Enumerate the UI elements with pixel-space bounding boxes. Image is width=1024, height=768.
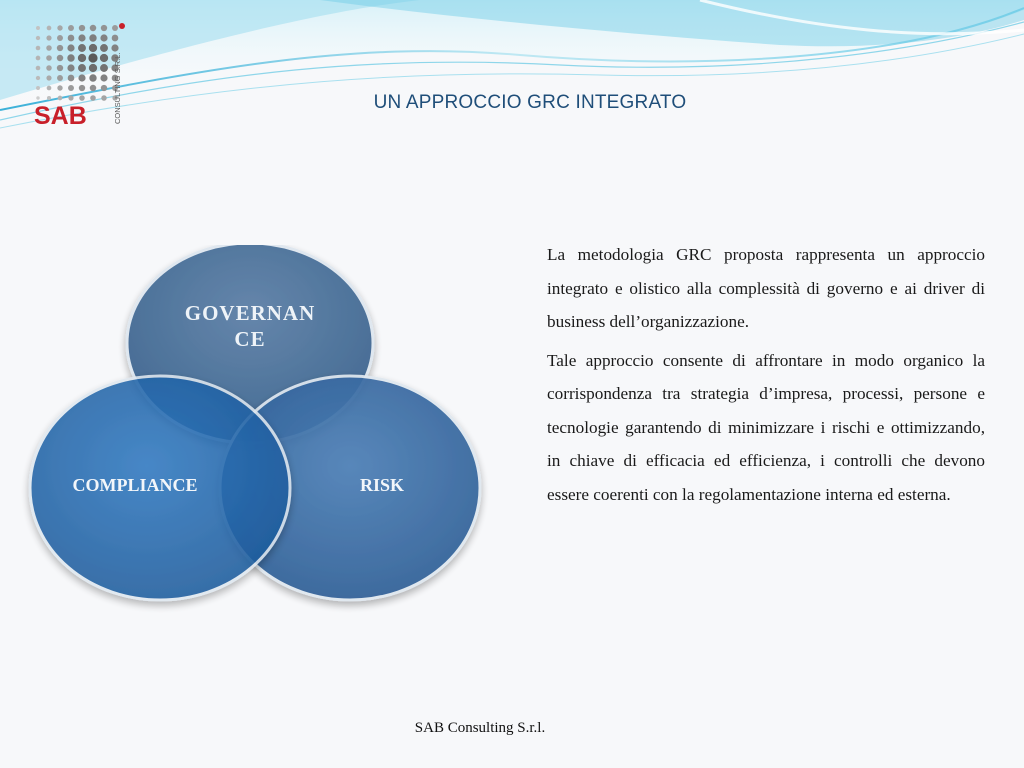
- paragraph-2: Tale approccio consente di affrontare in modo organico la corrispondenza tra strategia d’impresa, processi, persone e tecnologie garantendo di minimizzare i rischi e ottimizzando, in chiave di efficacia ed efficienza, i controlli che devono essere coerenti con la regolamentazione interna ed esterna.: [547, 350, 985, 504]
- svg-text:CONSULTING S.R.L.: CONSULTING S.R.L.: [113, 52, 122, 124]
- risk-label: RISK: [359, 475, 405, 495]
- compliance-label: COMPLIANCE: [72, 475, 198, 495]
- grc-venn-diagram: [20, 245, 500, 615]
- description-text: [547, 238, 985, 516]
- header-waves: [0, 0, 1024, 140]
- footer-company: SAB Consulting S.r.l.: [414, 720, 546, 736]
- governance-label-line2: CE: [234, 327, 266, 351]
- sab-logo: [30, 20, 130, 130]
- slide-title: UN APPROCCIO GRC INTEGRATO: [373, 92, 687, 113]
- governance-label-line1: GOVERNAN: [184, 301, 316, 325]
- paragraph-1: La metodologia GRC proposta rappresenta un approccio integrato e olistico alla complessità di governo e ai driver di business dell’organizzazione.: [547, 245, 985, 331]
- svg-text:SAB: SAB: [34, 102, 87, 130]
